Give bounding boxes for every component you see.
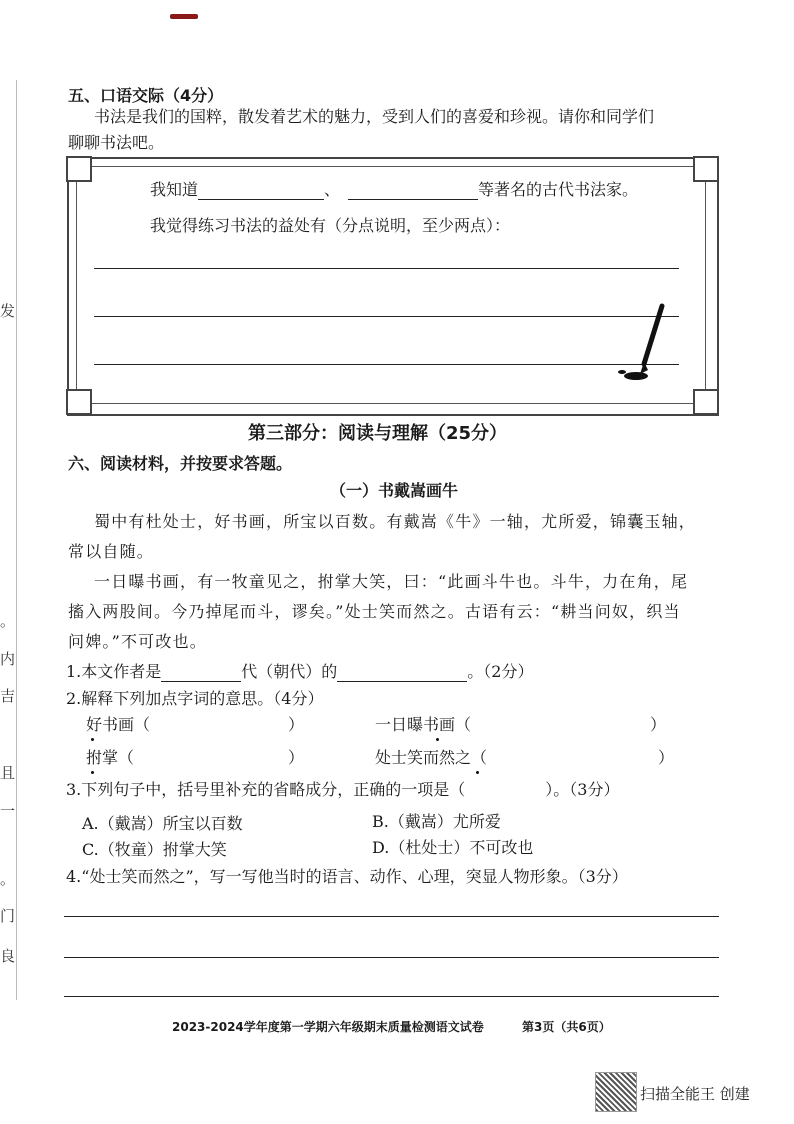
passage-p1-line1: 蜀中有杜处士，好书画，所宝以百数。有戴嵩《牛》一轴，尤所爱，锦囊玉轴， xyxy=(94,512,697,531)
answer-line[interactable] xyxy=(94,364,679,365)
margin-glyph: 且 xyxy=(0,764,16,782)
passage-p1-line2: 常以自随。 xyxy=(68,542,155,561)
q2-item-3[interactable] xyxy=(86,748,134,768)
footer-page-number: 第3页（共6页） xyxy=(522,1020,611,1034)
passage-p2-line3: 问婢。”不可改也。 xyxy=(68,632,207,651)
question-2: 2.解释下列加点字词的意思。（4分） xyxy=(66,689,324,708)
q2-item-2[interactable] xyxy=(375,715,471,735)
q6-heading: 六、阅读材料，并按要求答题。 xyxy=(68,454,293,473)
scan-mark xyxy=(170,14,198,19)
q2-close-2: ） xyxy=(650,715,667,734)
q2-item-2-label: 一日曝书画（ xyxy=(375,715,472,734)
box-line1-a: 我知道 xyxy=(150,180,199,199)
option-b[interactable]: B.（戴嵩）尤所爱 xyxy=(372,812,501,831)
q5-paragraph-line1: 书法是我们的国粹，散发着艺术的魅力，受到人们的喜爱和珍视。请你和同学们 xyxy=(94,107,655,126)
emphasis-dot xyxy=(436,738,439,741)
q4-answer-line[interactable] xyxy=(64,916,719,917)
brush-icon xyxy=(610,300,670,385)
box-line1-b: 等著名的古代书法家。 xyxy=(478,180,639,199)
q2-close-4: ） xyxy=(658,748,675,767)
frame-corner xyxy=(66,156,92,182)
box-line1-sep: 、 xyxy=(324,180,341,199)
margin-rule xyxy=(16,80,17,1000)
question-3 xyxy=(66,780,619,800)
q2-item-1-label: 好书画（ xyxy=(86,715,151,734)
question-4: 4.“处士笑而然之”，写一写他当时的语言、动作、心理，突显人物形象。（3分） xyxy=(66,867,628,886)
calligrapher-blank-2[interactable] xyxy=(348,183,478,200)
box-line1 xyxy=(150,180,638,200)
frame-corner xyxy=(693,156,719,182)
margin-glyph: 发 xyxy=(0,302,16,320)
watermark-text: 扫描全能王 创建 xyxy=(640,1085,750,1103)
q2-item-1[interactable] xyxy=(86,715,150,735)
part3-title: 第三部分：阅读与理解（25分） xyxy=(248,423,508,444)
q3-text-a: 3.下列句子中，括号里补充的省略成分，正确的一项是（ xyxy=(66,780,466,799)
margin-glyph: 良 xyxy=(0,947,16,965)
q5-heading: 五、口语交际（4分） xyxy=(68,86,224,105)
q2-item-3-label: 拊掌（ xyxy=(86,748,135,767)
q4-answer-line[interactable] xyxy=(64,957,719,958)
q3-text-b: ）。（3分） xyxy=(545,780,620,799)
q2-close-3: ） xyxy=(288,748,305,767)
q1-text-a: 1.本文作者是 xyxy=(66,662,162,681)
calligrapher-blank-1[interactable] xyxy=(198,183,324,200)
q1-blank-dynasty[interactable] xyxy=(161,665,241,682)
emphasis-dot xyxy=(91,738,94,741)
emphasis-dot xyxy=(476,771,479,774)
qr-code-icon xyxy=(595,1072,637,1112)
emphasis-dot xyxy=(91,771,94,774)
q4-answer-line[interactable] xyxy=(64,996,719,997)
margin-glyph: 吉 xyxy=(0,687,16,705)
option-d[interactable]: D.（杜处士）不可改也 xyxy=(372,838,534,857)
q1-text-c: 。（2分） xyxy=(467,662,534,681)
q2-close-1: ） xyxy=(288,715,305,734)
margin-glyph: 一 xyxy=(0,802,16,820)
frame-corner xyxy=(66,389,92,415)
option-c[interactable]: C.（牧童）拊掌大笑 xyxy=(82,840,227,859)
q2-item-4-label: 处士笑而然之（ xyxy=(375,748,488,767)
passage-title: （一）书戴嵩画牛 xyxy=(330,481,459,500)
box-line2: 我觉得练习书法的益处有（分点说明，至少两点）： xyxy=(150,216,511,235)
q2-item-4[interactable] xyxy=(375,748,487,768)
q1-text-b: 代（朝代）的 xyxy=(241,662,338,681)
q1-blank-author[interactable] xyxy=(337,665,467,682)
answer-line[interactable] xyxy=(94,268,679,269)
answer-line[interactable] xyxy=(94,316,679,317)
margin-glyph: 内 xyxy=(0,650,16,668)
margin-glyph: 。 xyxy=(0,612,16,630)
margin-glyph: 。 xyxy=(0,870,16,888)
frame-corner xyxy=(693,389,719,415)
option-a[interactable]: A.（戴嵩）所宝以百数 xyxy=(82,814,243,833)
question-1 xyxy=(66,662,533,682)
footer-exam-title: 2023-2024学年度第一学期六年级期末质量检测语文试卷 xyxy=(172,1020,484,1034)
q5-paragraph-line2: 聊聊书法吧。 xyxy=(68,133,165,152)
passage-p2-line2: 搐入两股间。今乃掉尾而斗，谬矣。”处士笑而然之。古语有云：“耕当问奴，织当 xyxy=(68,602,681,621)
passage-p2-line1: 一日曝书画，有一牧童见之，拊掌大笑，曰：“此画斗牛也。斗牛，力在角，尾 xyxy=(94,572,689,591)
margin-glyph: 门 xyxy=(0,907,16,925)
